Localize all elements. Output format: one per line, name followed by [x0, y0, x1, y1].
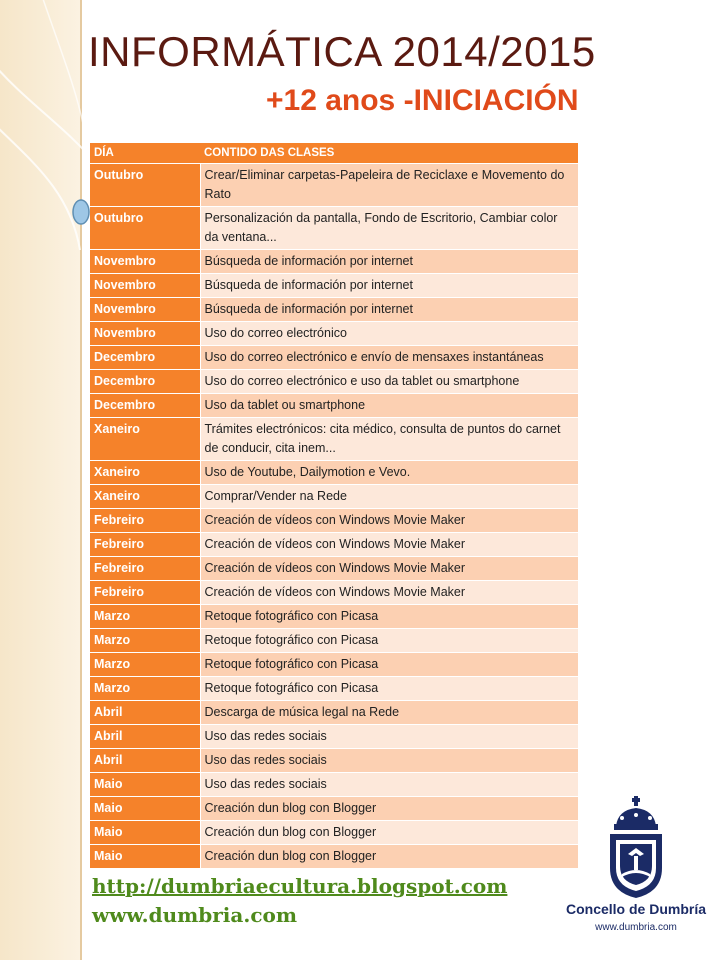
table-row [90, 274, 578, 298]
content-cell: Personalización da pantalla, Fondo de Escritorio, Cambiar color da ventana... [200, 207, 578, 250]
links-block [92, 872, 507, 930]
table-row [90, 821, 578, 845]
content-cell: Crear/Eliminar carpetas-Papeleira de Reciclaxe e Movemento do Rato [200, 164, 578, 207]
table-header-row [90, 143, 578, 164]
coat-of-arms-icon [556, 796, 716, 900]
content-cell: Creación de vídeos con Windows Movie Maker [200, 557, 578, 581]
content-cell: Retoque fotográfico con Picasa [200, 629, 578, 653]
table-row [90, 533, 578, 557]
day-cell: Decembro [90, 394, 200, 418]
day-cell: Decembro [90, 370, 200, 394]
content-cell: Creación de vídeos con Windows Movie Maker [200, 509, 578, 533]
logo-name: Concello de Dumbría [565, 901, 707, 917]
day-cell: Marzo [90, 629, 200, 653]
subtitle-emphasis: INICIACIÓN [413, 84, 579, 117]
day-cell: Maio [90, 797, 200, 821]
table-row [90, 701, 578, 725]
table-row [90, 605, 578, 629]
day-cell: Xaneiro [90, 485, 200, 509]
content-cell: Creación de vídeos con Windows Movie Maker [200, 581, 578, 605]
content-cell: Descarga de música legal na Rede [200, 701, 578, 725]
day-cell: Febreiro [90, 533, 200, 557]
table-row [90, 845, 578, 869]
content-cell: Comprar/Vender na Rede [200, 485, 578, 509]
table-row [90, 749, 578, 773]
content-cell: Creación dun blog con Blogger [200, 821, 578, 845]
day-cell: Novembro [90, 250, 200, 274]
day-cell: Marzo [90, 653, 200, 677]
content-cell: Uso de Youtube, Dailymotion e Vevo. [200, 461, 578, 485]
day-cell: Febreiro [90, 509, 200, 533]
page-subtitle [266, 84, 579, 118]
table-row [90, 773, 578, 797]
content-cell: Trámites electrónicos: cita médico, consulta de puntos do carnet de conducir, cita inem... [200, 418, 578, 461]
day-cell: Outubro [90, 207, 200, 250]
content-cell: Uso da tablet ou smartphone [200, 394, 578, 418]
day-cell: Novembro [90, 274, 200, 298]
table-row [90, 370, 578, 394]
table-row [90, 207, 578, 250]
content-cell: Uso do correo electrónico e envío de mensaxes instantáneas [200, 346, 578, 370]
decorative-bead-icon [73, 200, 89, 224]
day-cell: Xaneiro [90, 418, 200, 461]
day-cell: Marzo [90, 605, 200, 629]
page-title: INFORMÁTICA 2014/2015 [88, 28, 596, 75]
table-row [90, 322, 578, 346]
table-row [90, 797, 578, 821]
logo-url: www.dumbria.com [595, 922, 677, 933]
table-row [90, 298, 578, 322]
day-cell: Abril [90, 701, 200, 725]
day-cell: Febreiro [90, 581, 200, 605]
content-cell: Retoque fotográfico con Picasa [200, 653, 578, 677]
content-cell: Uso das redes sociais [200, 773, 578, 797]
table-row [90, 677, 578, 701]
schedule-body [90, 164, 578, 869]
content-cell: Uso do correo electrónico [200, 322, 578, 346]
content-cell: Uso das redes sociais [200, 725, 578, 749]
content-cell: Búsqueda de información por internet [200, 298, 578, 322]
content-cell: Búsqueda de información por internet [200, 274, 578, 298]
content-cell: Búsqueda de información por internet [200, 250, 578, 274]
site-link[interactable]: www.dumbria.com [92, 903, 298, 927]
content-cell: Retoque fotográfico con Picasa [200, 677, 578, 701]
content-cell: Creación de vídeos con Windows Movie Maker [200, 533, 578, 557]
table-row [90, 485, 578, 509]
table-row [90, 557, 578, 581]
table-row [90, 164, 578, 207]
blog-link[interactable]: http://dumbriaecultura.blogspot.com [92, 874, 508, 898]
day-cell: Outubro [90, 164, 200, 207]
schedule-table [90, 143, 578, 869]
table-row [90, 653, 578, 677]
table-row [90, 509, 578, 533]
content-cell: Uso das redes sociais [200, 749, 578, 773]
header-day: DÍA [90, 143, 200, 164]
table-row [90, 629, 578, 653]
day-cell: Febreiro [90, 557, 200, 581]
content-cell: Uso do correo electrónico e uso da tablet ou smartphone [200, 370, 578, 394]
table-row [90, 346, 578, 370]
day-cell: Xaneiro [90, 461, 200, 485]
day-cell: Decembro [90, 346, 200, 370]
table-row [90, 418, 578, 461]
day-cell: Novembro [90, 322, 200, 346]
day-cell: Maio [90, 773, 200, 797]
day-cell: Abril [90, 725, 200, 749]
day-cell: Marzo [90, 677, 200, 701]
content-cell: Creación dun blog con Blogger [200, 845, 578, 869]
content-cell: Creación dun blog con Blogger [200, 797, 578, 821]
concello-logo [556, 796, 716, 946]
table-row [90, 461, 578, 485]
table-row [90, 725, 578, 749]
table-row [90, 394, 578, 418]
table-row [90, 250, 578, 274]
day-cell: Novembro [90, 298, 200, 322]
day-cell: Abril [90, 749, 200, 773]
day-cell: Maio [90, 821, 200, 845]
header-content: CONTIDO DAS CLASES [200, 143, 578, 164]
content-cell: Retoque fotográfico con Picasa [200, 605, 578, 629]
subtitle-prefix: +12 anos - [266, 84, 414, 117]
table-row [90, 581, 578, 605]
day-cell: Maio [90, 845, 200, 869]
